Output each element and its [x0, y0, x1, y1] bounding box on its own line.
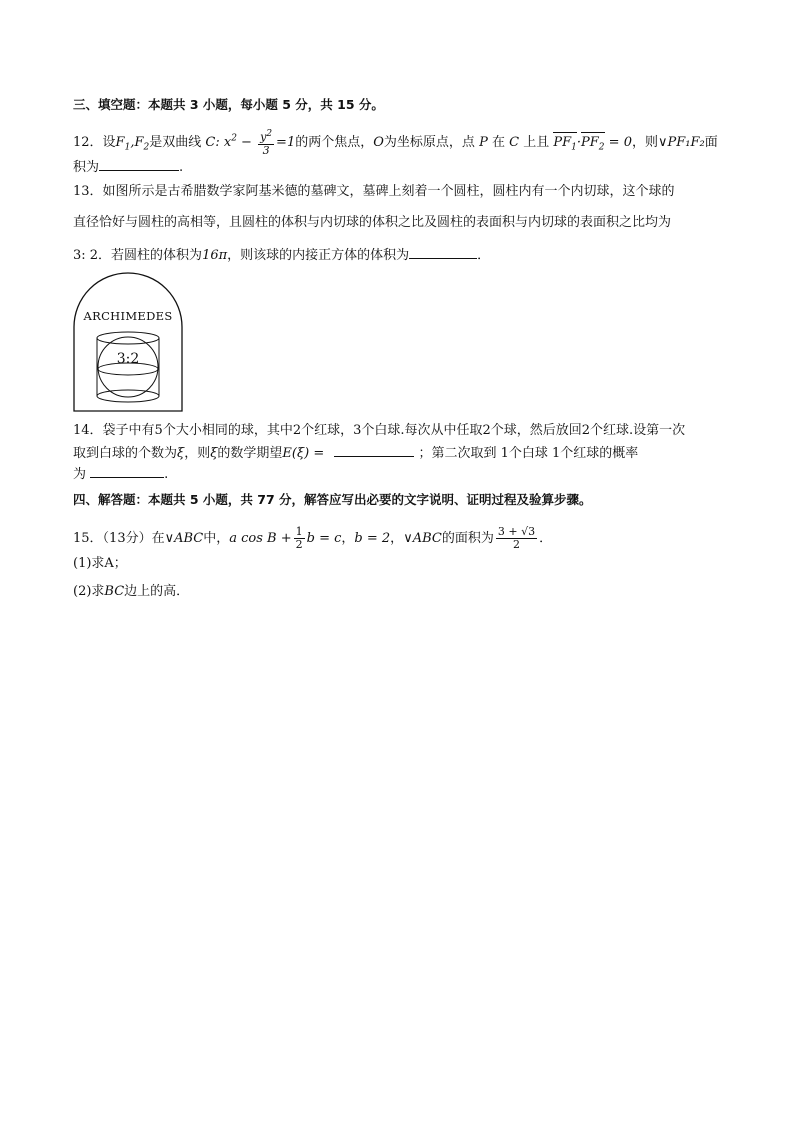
q12-text-d: 在 [491, 134, 505, 150]
q12-answer-blank[interactable] [99, 158, 179, 171]
q15-area-fraction: $\frac{3 + √3}{2}$ [497, 525, 536, 551]
q13-line-3-b: ，则该球的内接正方体的体积为 [227, 248, 410, 263]
question-15-part-2 [73, 584, 189, 600]
section-4-header: 四、解答题：本题共 5 小题，共 77 分，解答应写出必要的文字说明、证明过程及验算步骤。 [73, 492, 592, 507]
q14-probability-blank[interactable] [90, 465, 164, 478]
cylinder-bottom [97, 390, 159, 402]
q12-text-e: 上且 [523, 134, 550, 150]
figure-title: ARCHIMEDES [83, 309, 173, 323]
q14-expectation: E(ξ) = [282, 446, 325, 461]
q15-half-fraction: $\frac{1}{2}$ [295, 525, 303, 551]
q13-answer-blank[interactable] [409, 246, 477, 259]
inscribed-sphere [98, 337, 158, 397]
q15-text-d: 的面积为 [441, 531, 494, 546]
question-13-line-2: 直径恰好与圆柱的高相等，且圆柱的体积与内切球的体积之比及圆柱的表面积与内切球的表面积之比均为 [73, 215, 672, 230]
q12-text-b: 的两个焦点， [295, 134, 374, 150]
q14-line-2-d: ；第二次取到 1个白球 1个红球的概率 [418, 446, 639, 461]
q15-text-a: 中， [203, 531, 230, 546]
q15-triangle-2: ∨ABC [403, 531, 442, 546]
q15-text-b: ， [341, 531, 355, 546]
q12-text-a: 是双曲线 [149, 134, 202, 150]
q15-text-c: ， [390, 531, 404, 546]
question-14-line-1: 14．袋子中有5个大小相同的球，其中2个红球，3个白球.每次从中任取2个球，然后放回2个红球.设第一次 [73, 423, 686, 438]
q13-line-3-a: 3: 2．若圆柱的体积为 [73, 248, 203, 263]
q12-foci: $F_1,F_2$ [115, 134, 150, 153]
q15-part-2-a: (2)求 [73, 584, 105, 599]
q14-line-3-text: 为 [73, 467, 87, 482]
question-13-line-1: 13．如图所示是古希腊数学家阿基米德的墓碑文，墓碑上刻着一个圆柱，圆柱内有一个内切球，这个球的 [73, 184, 675, 199]
question-13-line-3: 3: 2．若圆柱的体积为16π，则该球的内接正方体的体积为 ． [73, 248, 491, 263]
q14-xi-2: ξ [210, 446, 218, 461]
q14-line-2-b: ，则 [184, 446, 211, 461]
section-3-header: 三、填空题：本题共 3 小题，每小题 5 分，共 15 分。 [73, 97, 384, 112]
q15-part-2-b: 边上的高． [124, 584, 190, 599]
archimedes-tombstone-figure [72, 271, 184, 413]
q15-triangle: ∨ABC [164, 531, 204, 546]
q12-number: 12．设 [73, 134, 116, 150]
question-14-line-3: 为 . [73, 467, 169, 482]
q14-expectation-blank[interactable] [334, 444, 414, 457]
q15-number: 15．（13分）在 [73, 531, 165, 546]
q12-line-2-text: 积为 [73, 160, 100, 175]
q13-volume: 16π [202, 248, 228, 263]
cylinder-top [97, 332, 159, 344]
q12-text-c: 为坐标原点，点 [383, 134, 475, 150]
q14-line-2-c: 的数学期望 [217, 446, 283, 461]
q12-point: P [479, 134, 488, 150]
q12-triangle: ∨PF₁F₂ [657, 134, 705, 150]
q12-equation: $x^2$ − $\frac{y^2}{3}$ =1 [223, 129, 296, 157]
question-12-line-1 [73, 128, 718, 157]
q15-end: ． [539, 531, 553, 546]
question-12-line-2: 积为 . [73, 160, 184, 175]
question-15-line-1 [73, 526, 552, 551]
q14-line-2-a: 取到白球的个数为 [73, 446, 178, 461]
question-15-part-1: (1)求A； [73, 556, 127, 571]
q15-equation-1b: b = c [306, 531, 342, 546]
question-14-line-2 [73, 444, 638, 462]
q12-origin: O [373, 134, 384, 150]
figure-ratio: 3:2 [116, 351, 140, 367]
q12-text-f: ，则 [631, 134, 658, 150]
q12-curve: C: [205, 134, 220, 150]
q14-xi: ξ [177, 446, 185, 461]
q15-equation-1a: a cos B + [229, 531, 292, 546]
q12-curve-2: C [509, 134, 520, 150]
q12-dot-product: $PF_1\cdot PF_2 = 0$ [553, 135, 632, 150]
q12-text-g: 面 [704, 134, 718, 150]
q15-part-2-bc: BC [104, 584, 125, 599]
q15-equation-2: b = 2 [354, 531, 391, 546]
